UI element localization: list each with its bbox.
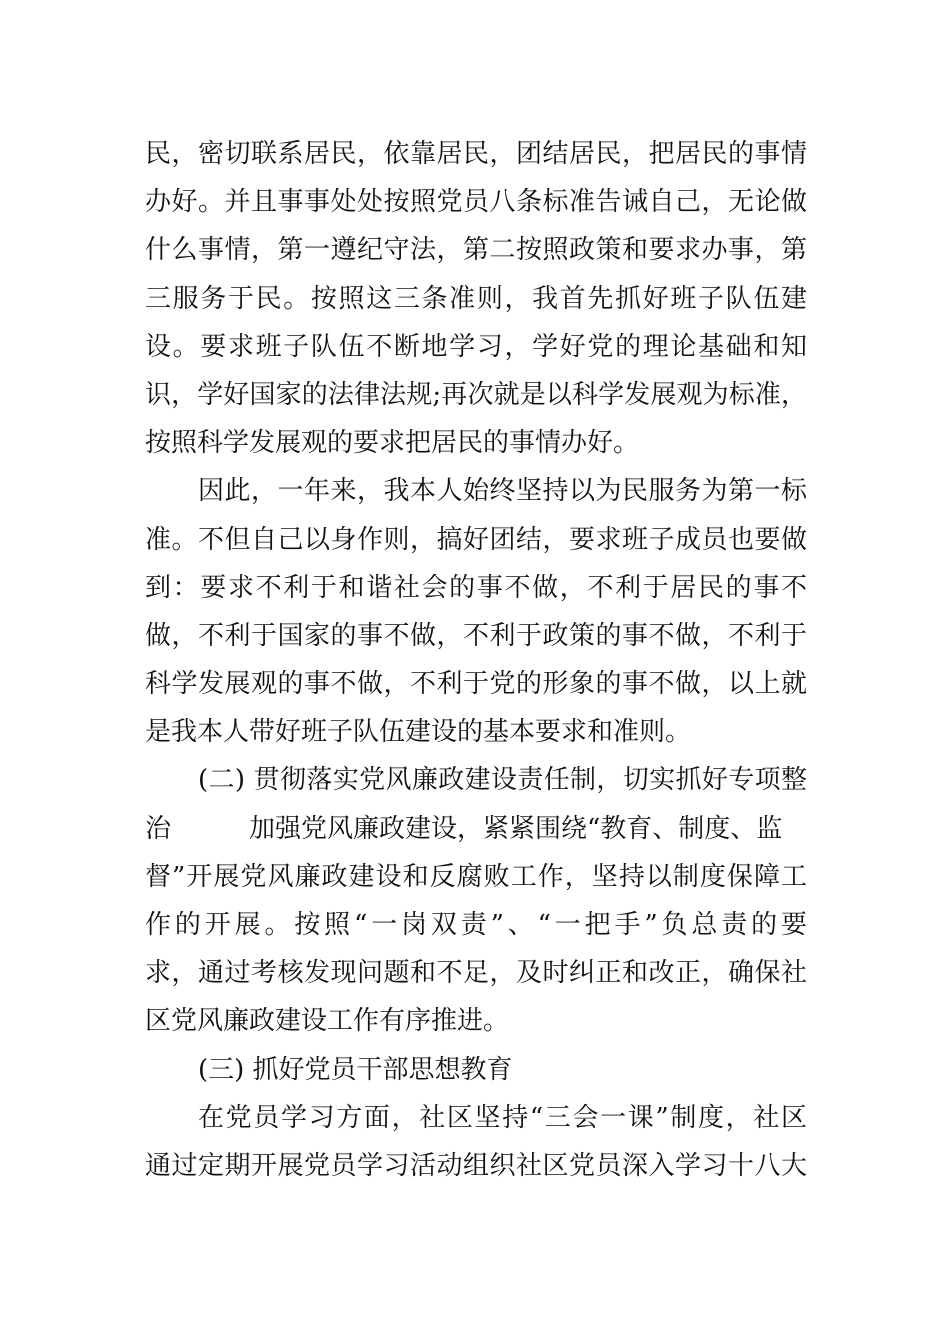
text-line: 科学发展观的事不做，不利于党的形象的事不做，以上就 xyxy=(145,669,807,700)
text-line xyxy=(145,805,807,853)
section-3 xyxy=(145,1046,807,1094)
text-line: 民，密切联系居民，依靠居民，团结居民，把居民的事情 xyxy=(145,139,807,169)
text-line: 在党员学习方面，社区坚持“三会一课”制度，社区 xyxy=(198,1102,807,1133)
text-line: 督”开展党风廉政建设和反腐败工作，坚持以制度保障工 xyxy=(145,861,807,892)
text-line: 办好。并且事事处处按照党员八条标准告诫自己，无论做 xyxy=(145,187,807,218)
text-line: 区党风廉政建设工作有序推进。 xyxy=(145,1006,510,1037)
text-line: 作的开展。按照“一岗双责”、“一把手”负总责的要 xyxy=(145,910,807,940)
text-line: 是我本人带好班子队伍建设的基本要求和准则。 xyxy=(145,717,692,748)
section-2 xyxy=(145,756,807,1045)
paragraph-2 xyxy=(145,467,807,756)
paragraph-5 xyxy=(145,1094,807,1190)
text-line: 求，通过考核发现问题和不足，及时纠正和改正，确保社 xyxy=(145,958,807,989)
text-line: 什么事情，第一遵纪守法，第二按照政策和要求办事，第 xyxy=(145,235,807,266)
text-line: 识，学好国家的法律法规;再次就是以科学发展观为标准， xyxy=(145,379,807,410)
section-heading-2: (二) 贯彻落实党风廉政建设责任制，切实抓好专项整 xyxy=(198,765,807,796)
text-line: 按照科学发展观的要求把居民的事情办好。 xyxy=(145,428,640,459)
text-line: 做，不利于国家的事不做，不利于政策的事不做，不利于 xyxy=(145,620,807,651)
text-line: 因此，一年来，我本人始终坚持以为民服务为第一标 xyxy=(198,476,807,507)
section-2-body-start: 加强党风廉政建设，紧紧围绕“教育、制度、监 xyxy=(249,813,783,844)
paragraph-1 xyxy=(145,130,807,467)
document-page xyxy=(145,130,807,1190)
text-line: 准。不但自己以身作则，搞好团结，要求班子成员也要做 xyxy=(145,524,807,555)
text-line: 三服务于民。按照这三条准则，我首先抓好班子队伍建 xyxy=(145,283,807,314)
section-heading-2-end: 治 xyxy=(145,813,172,844)
section-heading-3: (三) 抓好党员干部思想教育 xyxy=(198,1054,513,1085)
text-line: 到：要求不利于和谐社会的事不做，不利于居民的事不 xyxy=(145,572,807,603)
text-line: 通过定期开展党员学习活动组织社区党员深入学习十八大 xyxy=(145,1150,807,1181)
text-line: 设。要求班子队伍不断地学习，学好党的理论基础和知 xyxy=(145,331,807,362)
